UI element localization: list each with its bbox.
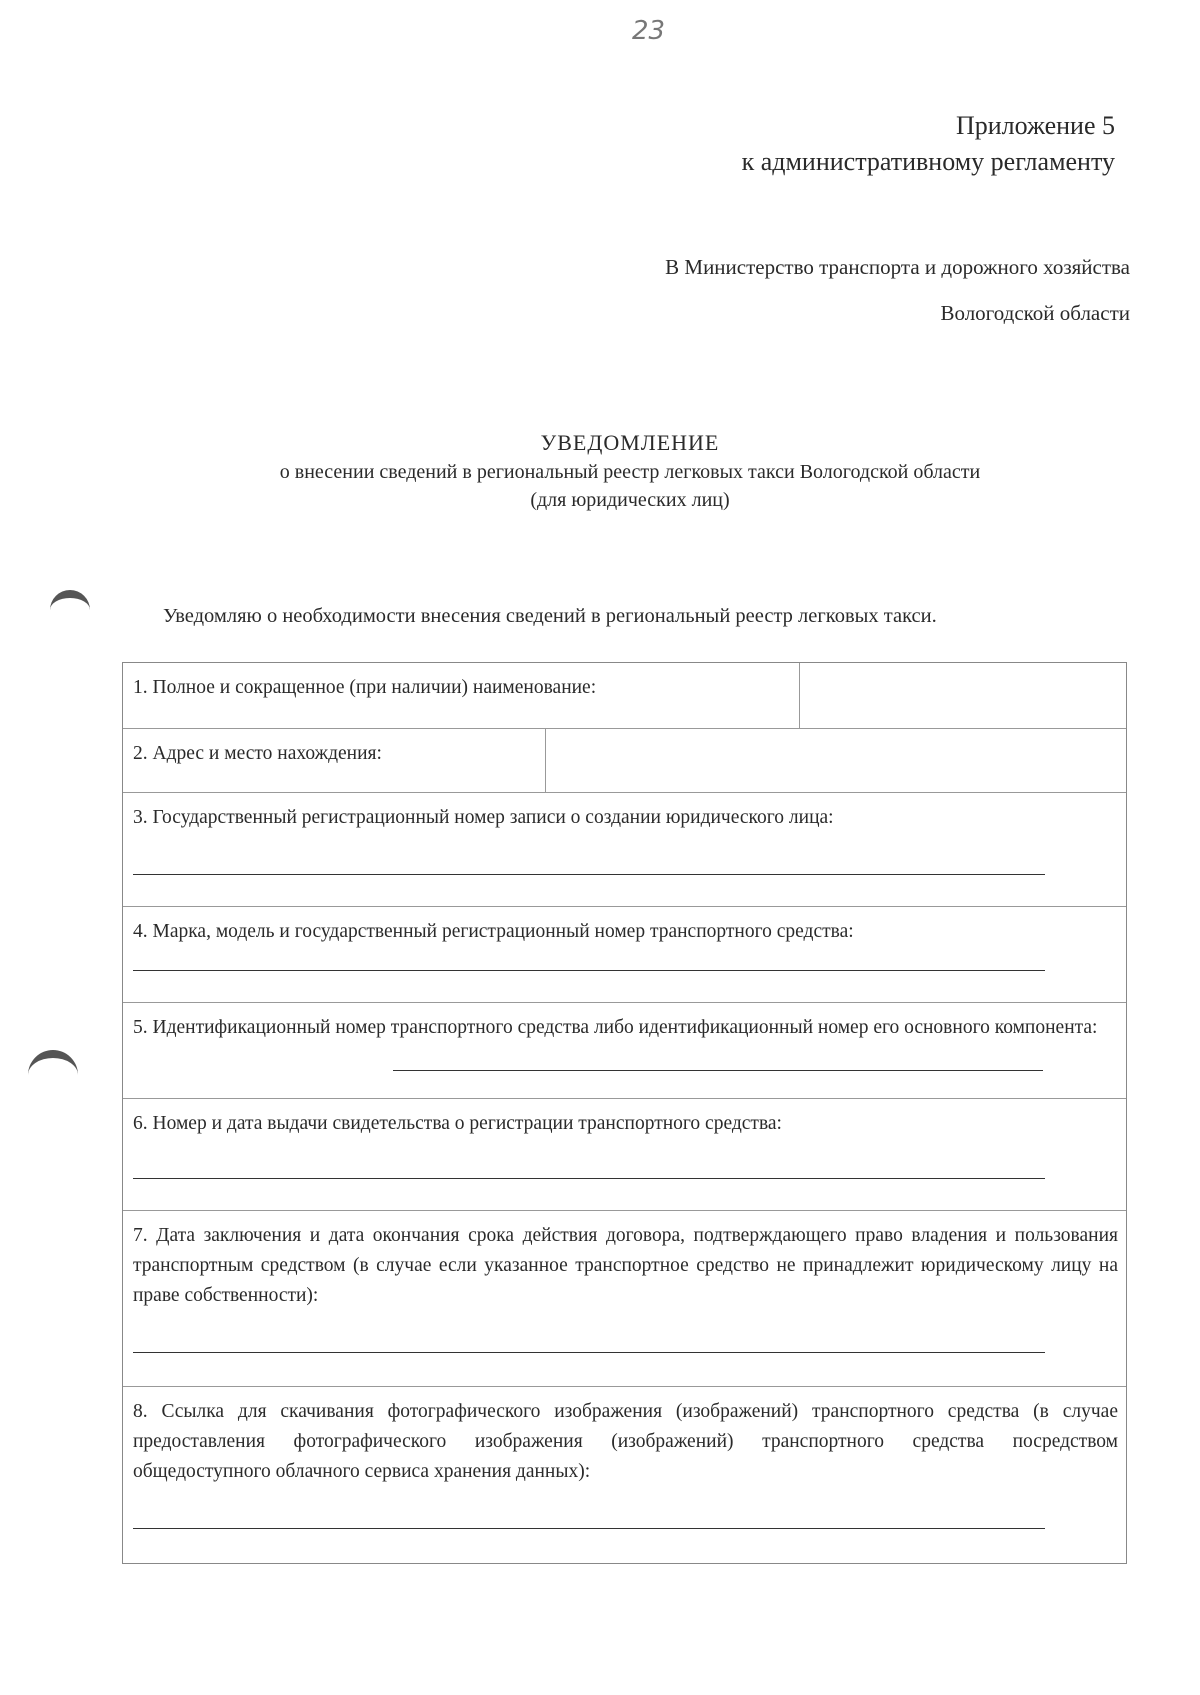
field-6-fill-line[interactable]: [133, 1177, 1045, 1179]
field-7-fill-line[interactable]: [133, 1351, 1045, 1353]
field-1-divider: [799, 663, 800, 728]
form-field-3[interactable]: [123, 793, 1126, 907]
form-field-1[interactable]: [123, 663, 1126, 729]
form-field-8[interactable]: [123, 1387, 1126, 1563]
page-number: 23: [632, 16, 666, 46]
field-5-label: 5. Идентификационный номер транспортного средства либо идентификационный номер его основного компонента:: [133, 1017, 1098, 1038]
form-field-5[interactable]: [123, 1003, 1126, 1099]
intro-statement: Уведомляю о необходимости внесения сведений в региональный реестр легковых такси.: [163, 605, 937, 627]
annex-line-1: Приложение 5: [955, 111, 1115, 140]
field-8-label: 8. Ссылка для скачивания фотографического изображения (изображений) транспортного средства (в случае предоставления фотографического изображения (изображений) транспортного средства посредством общедоступного облачного сервиса хранения данных):: [133, 1401, 1118, 1482]
field-4-fill-line[interactable]: [133, 969, 1045, 971]
field-5-fill-line[interactable]: [393, 1069, 1043, 1071]
addressee: [665, 244, 1130, 336]
notification-form: [122, 662, 1127, 1564]
addressee-line-1: В Министерство транспорта и дорожного хозяйства: [665, 255, 1130, 279]
annex-heading: [742, 108, 1115, 180]
form-field-7[interactable]: [123, 1211, 1126, 1387]
field-1-label: 1. Полное и сокращенное (при наличии) наименование:: [133, 677, 597, 698]
field-6-label: 6. Номер и дата выдачи свидетельства о регистрации транспортного средства:: [133, 1113, 782, 1134]
field-2-divider: [545, 729, 546, 792]
title-block: [120, 428, 1140, 514]
form-field-2[interactable]: [123, 729, 1126, 793]
field-7-label: 7. Дата заключения и дата окончания срока действия договора, подтверждающего право владения и пользования транспортным средством (в случае если указанное транспортное средство не принадлежит юридическому лицу на праве собственности):: [133, 1225, 1118, 1306]
document-subtitle-2: (для юридических лиц): [530, 489, 730, 511]
annex-line-2: к административному регламенту: [741, 147, 1115, 176]
form-field-6[interactable]: [123, 1099, 1126, 1211]
field-3-label: 3. Государственный регистрационный номер записи о создании юридического лица:: [133, 807, 834, 828]
field-3-fill-line[interactable]: [133, 873, 1045, 875]
document-subtitle: о внесении сведений в региональный реестр легковых такси Вологодской области: [279, 461, 981, 483]
addressee-line-2: Вологодской области: [940, 301, 1130, 325]
binder-hole-mark-2: [28, 1050, 78, 1076]
field-8-fill-line[interactable]: [133, 1527, 1045, 1529]
binder-hole-mark-1: [50, 590, 90, 616]
document-title: УВЕДОМЛЕНИЕ: [540, 430, 720, 455]
field-2-label: 2. Адрес и место нахождения:: [133, 743, 382, 764]
field-4-label: 4. Марка, модель и государственный регистрационный номер транспортного средства:: [133, 921, 854, 942]
form-field-4[interactable]: [123, 907, 1126, 1003]
